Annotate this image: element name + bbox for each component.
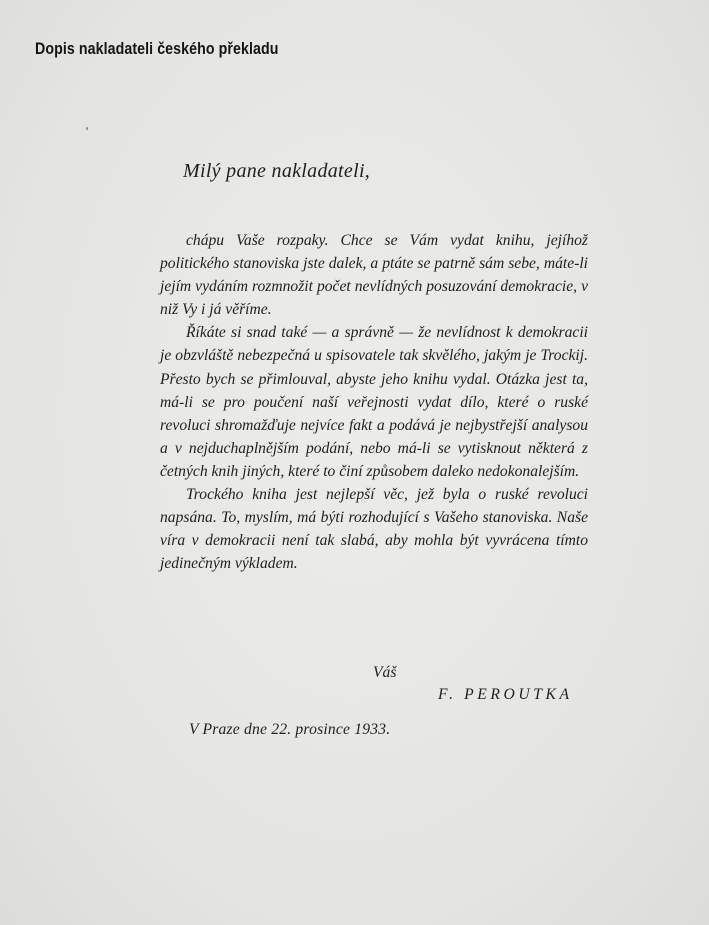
- letter-paragraph-2: Říkáte si snad také — a správně — že nevlídnost k demokracii je obzvláště nebezpečná u spisovatele tak skvělého, jakým je Trockij. Přesto bych se přimlouval, abyste jeho knihu vydal. Otázka jest ta, má-li se pro poučení naší veřejnosti vydat dílo, které o ruské revoluci shromažďuje nejvíce fakt a podává je nejbystřejší analysou a v nejduchaplnějším podání, nebo má-li se vytisknout některá z četných knih jiných, které to činí způsobem daleko nedokonalejším.: [160, 324, 588, 480]
- paper-speck: [86, 127, 88, 130]
- letter-closing: Váš: [373, 664, 397, 681]
- letter-signature: F. PEROUTKA: [438, 686, 573, 703]
- letter-body: [160, 229, 588, 575]
- letter-paragraph-1: chápu Vaše rozpaky. Chce se Vám vydat knihu, jejíhož politického stanoviska jste dalek, a ptáte se patrně sám sebe, máte-li jejím vydáním rozmnožit počet nevlídných posuzování demokracie, v niž Vy i já věříme.: [160, 232, 588, 319]
- letter-paragraph-3: Trockého kniha jest nejlepší věc, jež byla o ruské revoluci napsána. To, myslím, má býti rozhodující s Vašeho stanoviska. Naše víra v demokracii není tak slabá, aby mohla být vyvrácena tímto jedinečným výkladem.: [160, 486, 588, 573]
- letter-salutation: Milý pane nakladateli,: [183, 160, 371, 182]
- page-title: Dopis nakladateli českého překladu: [35, 40, 279, 58]
- place-and-date: V Praze dne 22. prosince 1933.: [189, 721, 391, 738]
